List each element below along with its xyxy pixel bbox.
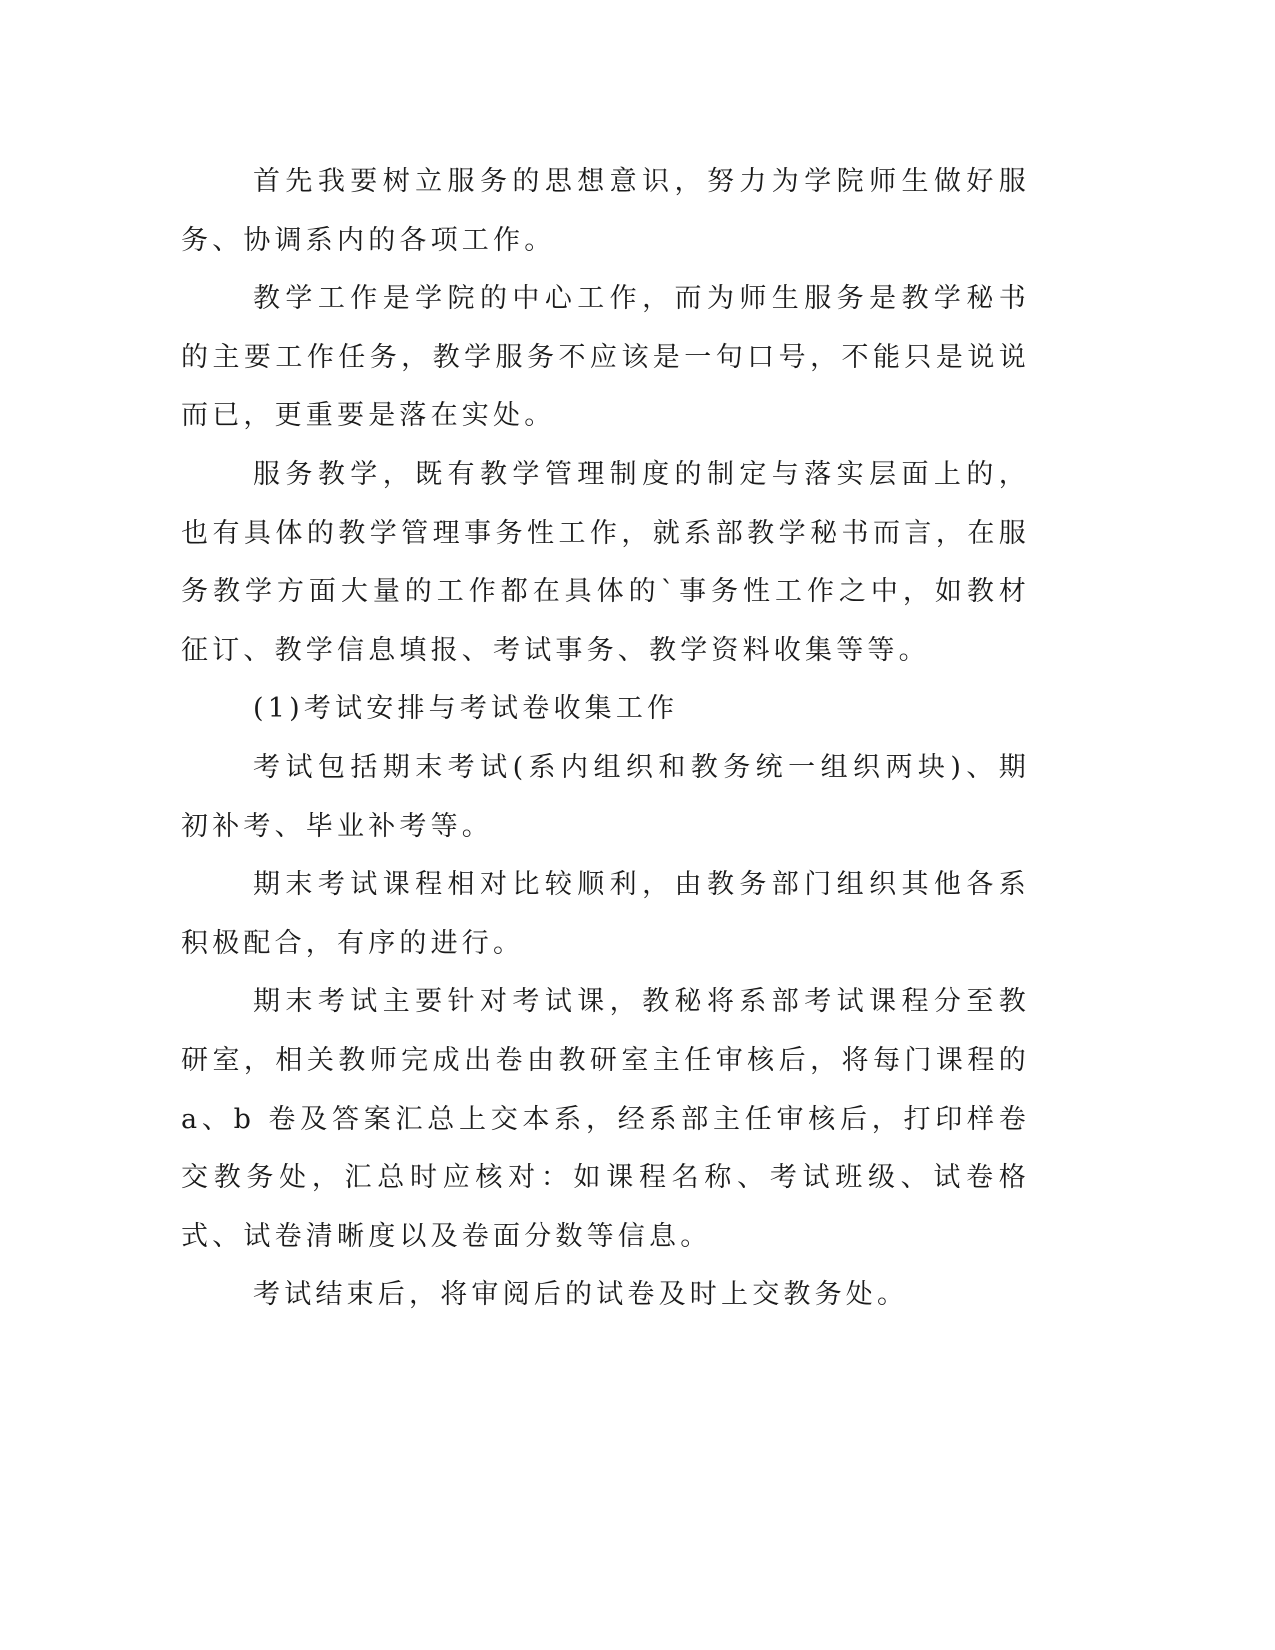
paragraph-exam-types: 考试包括期末考试(系内组织和教务统一组织两块)、期初补考、毕业补考等。 <box>181 751 1030 842</box>
paragraph-service-teaching: 服务教学，既有教学管理制度的制定与落实层面上的，也有具体的教学管理事务性工作，就系部教学秘书而言，在服务教学方面大量的工作都在具体的`事务性工作之中，如教材征订、教学信息填报、考试事务、教学资料收集等等。 <box>181 458 1030 666</box>
paragraph-final-exam-smooth: 期末考试课程相对比较顺利，由教务部门组织其他各系积极配合，有序的进行。 <box>181 869 1030 959</box>
paragraph-final-exam-process: 期末考试主要针对考试课，教秘将系部考试课程分至教研室，相关教师完成出卷由教研室主任审核后，将每门课程的 a、b 卷及答案汇总上交本系，经系部主任审核后，打印样卷交教务处，汇总时应核对：如课程名称、考试班级、试卷格式、试卷清晰度以及卷面分数等信息。 <box>181 986 1030 1252</box>
paragraph-after-exam: 考试结束后，将审阅后的试卷及时上交教务处。 <box>253 1279 909 1311</box>
paragraph-service-awareness: 首先我要树立服务的思想意识，努力为学院师生做好服务、协调系内的各项工作。 <box>181 166 1030 256</box>
document-body <box>181 153 1030 1325</box>
paragraph-teaching-work: 教学工作是学院的中心工作，而为师生服务是教学秘书的主要工作任务，教学服务不应该是一句口号，不能只是说说而已，更重要是落在实处。 <box>181 283 1030 432</box>
section-heading-exam-arrangement: (1)考试安排与考试卷收集工作 <box>253 693 679 725</box>
